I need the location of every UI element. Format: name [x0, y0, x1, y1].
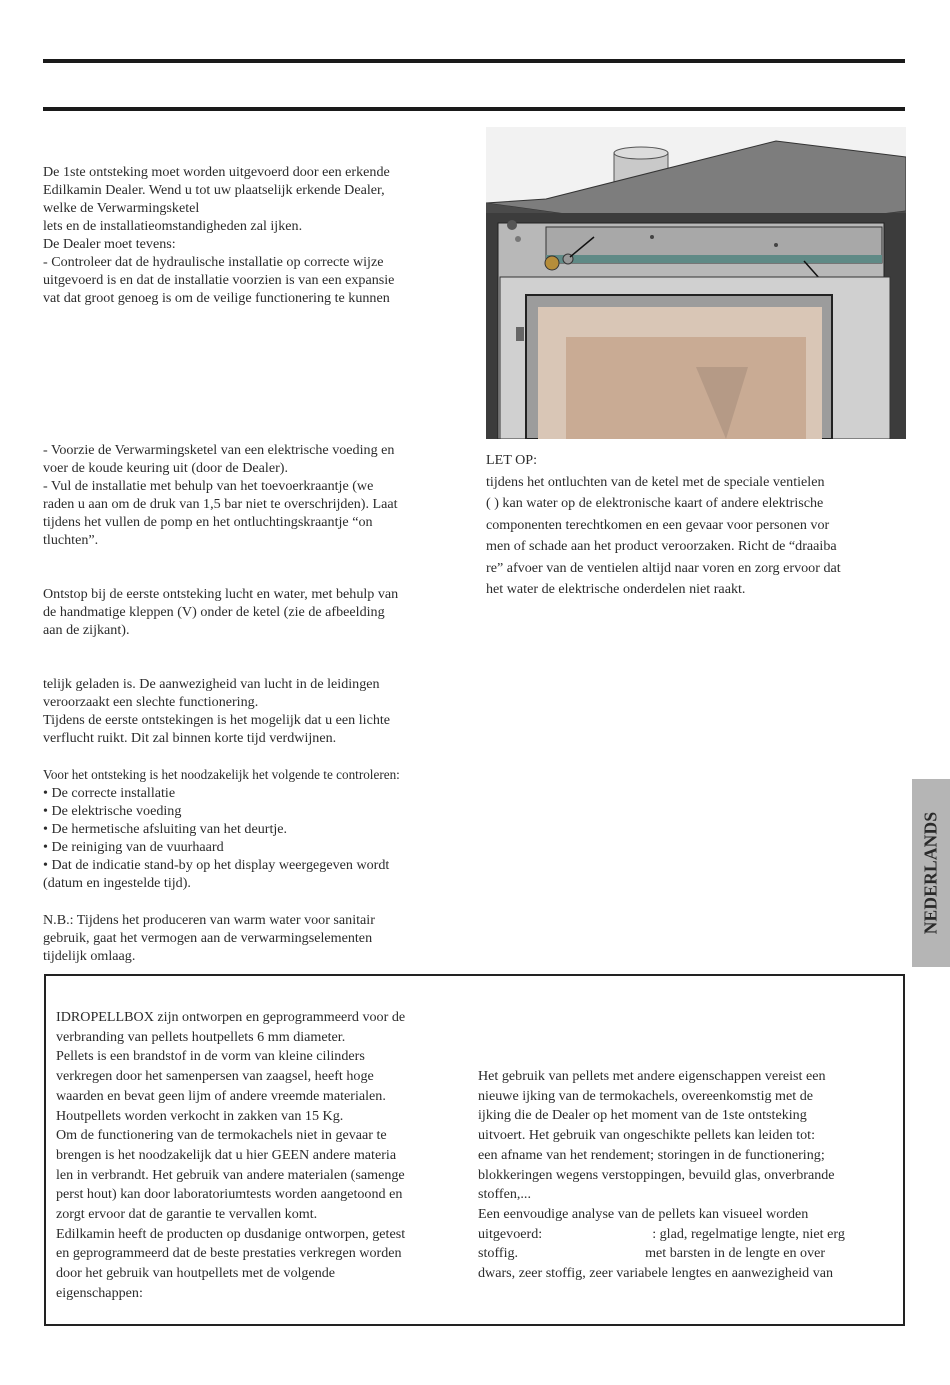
text-line: eigenschappen: [56, 1284, 143, 1301]
checklist-item: • Dat de indicatie stand-by op het display weergegeven wordt [43, 857, 390, 873]
pellet-info-left [56, 1008, 476, 1304]
text-line: telijk geladen is. De aanwezigheid van lucht in de leidingen [43, 676, 380, 692]
text-line: dwars, zeer stoffig, zeer variabele lengtes en aanwezigheid van [478, 1265, 834, 1282]
text-line: tijdens het ontluchten van de ketel met de speciale ventielen [486, 473, 825, 490]
air-in-pipes-note [43, 675, 473, 747]
header-rule-top [43, 59, 905, 63]
text-line: De 1ste ontsteking moet worden uitgevoerd door een erkende [43, 164, 390, 180]
text-line: het water de elektrische onderdelen niet raakt. [486, 581, 746, 597]
text-line: IDROPELLBOX zijn ontworpen en geprogrammeerd voor de [56, 1009, 406, 1025]
text-line: verbranding van pellets houtpellets 6 mm diameter. [56, 1028, 346, 1045]
text-line: een afname van het rendement; storingen in de functionering; [478, 1146, 825, 1163]
text-line: tluchten”. [43, 532, 99, 548]
text-line: N.B.: Tijdens het produceren van warm water voor sanitair [43, 912, 375, 928]
warning-note [486, 450, 906, 601]
text-line: uitvoert. Het gebruik van ongeschikte pellets kan leiden tot: [478, 1127, 815, 1144]
text-line: waarden en bevat geen lijm of andere vreemde materialen. [56, 1087, 386, 1104]
filling-instructions [43, 441, 473, 549]
text-line: verkregen door het samenpersen van zaagsel, heeft hoge [56, 1068, 374, 1085]
installation-intro [43, 163, 473, 307]
text-line: componenten terechtkomen en een gevaar voor personen vor [486, 516, 830, 533]
text-line [478, 1225, 902, 1245]
text-line: ijking die de Dealer op het moment van de 1ste ontsteking [478, 1107, 807, 1124]
language-tab-label: NEDERLANDS [920, 811, 941, 935]
text-line: Houtpellets worden verkocht in zakken van 15 Kg. [56, 1107, 344, 1124]
checklist-item: • De correcte installatie [43, 785, 176, 801]
warning-title: LET OP: [486, 452, 538, 468]
text-line: men of schade aan het product veroorzaken. Richt de “draaiba [486, 538, 837, 554]
text-line: blokkeringen wegens verstoppingen, bevuild glas, onverbrande [478, 1166, 835, 1183]
text-line: - Voorzie de Verwarmingsketel van een elektrische voeding en [43, 442, 395, 458]
checklist-item: • De elektrische voeding [43, 803, 182, 819]
text-line: veroorzaakt een slechte functionering. [43, 694, 259, 710]
text-line: de handmatige kleppen (V) onder de ketel (zie de afbeelding [43, 604, 385, 620]
text-line: Om de functionering van de termokachels niet in gevaar te [56, 1127, 387, 1144]
checklist-item: (datum en ingestelde tijd). [43, 875, 191, 891]
header-rule-second [43, 107, 905, 111]
text-line: ( ) kan water op de elektronische kaart of andere elektrische [486, 495, 824, 511]
text-line: gebruik, gaat het vermogen aan de verwarmingselementen [43, 930, 373, 946]
text-line: voer de koude keuring uit (door de Dealer). [43, 460, 288, 476]
text-line: aan de zijkant). [43, 622, 130, 638]
text-line: brengen is het noodzakelijk dat u hier GEEN andere materia [56, 1146, 397, 1163]
checklist-item: • De reiniging van de vuurhaard [43, 839, 224, 855]
nb-note [43, 911, 473, 965]
text-line: en geprogrammeerd dat de beste prestaties verkregen worden [56, 1245, 402, 1262]
text-fragment: met barsten in de lengte en over [645, 1245, 826, 1262]
text-line: nieuwe ijking van de termokachels, overeenkomstig met de [478, 1087, 814, 1104]
text-line: Ontstop bij de eerste ontsteking lucht en water, met behulp van [43, 586, 399, 602]
text-line: Edilkamin Dealer. Wend u tot uw plaatselijk erkende Dealer, [43, 182, 385, 198]
text-line [478, 1244, 902, 1264]
text-line: len in verbrandt. Het gebruik van andere materialen (samenge [56, 1166, 405, 1183]
text-line: verflucht ruikt. Dit zal binnen korte tijd verdwijnen. [43, 730, 337, 746]
text-fragment: : glad, regelmatige lengte, niet erg [652, 1225, 845, 1242]
checklist-intro: Voor het ontsteking is het noodzakelijk het volgende te controleren: [43, 767, 400, 782]
boiler-illustration [486, 127, 906, 439]
text-line: lets en de installatieomstandigheden zal ijken. [43, 218, 303, 234]
text-line: - Vul de installatie met behulp van het toevoerkraantje (we [43, 478, 374, 494]
checklist-item: • De hermetische afsluiting van het deurtje. [43, 821, 288, 837]
text-line: - Controleer dat de hydraulische installatie op correcte wijze [43, 254, 384, 270]
text-line: stoffen,... [478, 1186, 531, 1203]
text-line: tijdens het vullen de pomp en het ontluchtingskraantje “on [43, 514, 373, 530]
text-fragment: stoffig. [478, 1245, 519, 1262]
pre-ignition-checklist [43, 766, 473, 892]
language-tab [912, 779, 950, 967]
text-line: door het gebruik van houtpellets met de volgende [56, 1265, 336, 1282]
text-line: raden u aan om de druk van 1,5 bar niet te overschrijden). Laat [43, 496, 398, 512]
text-line: vat dat groot genoeg is om de veilige functionering te kunnen [43, 290, 390, 306]
text-line: Het gebruik van pellets met andere eigenschappen vereist een [478, 1068, 826, 1084]
text-line: perst hout) kan door laboratoriumtests worden aangetoond en [56, 1186, 403, 1203]
text-line: uitgevoerd is en dat de installatie voorzien is van een expansie [43, 272, 395, 288]
pellet-info-right [478, 1067, 902, 1284]
text-line: De Dealer moet tevens: [43, 236, 176, 252]
text-line: Edilkamin heeft de producten op dusdanige ontworpen, getest [56, 1225, 406, 1242]
text-fragment: uitgevoerd: [478, 1225, 543, 1242]
text-line: tijdelijk omlaag. [43, 948, 136, 964]
text-line: welke de Verwarmingsketel [43, 200, 200, 216]
text-line: Pellets is een brandstof in de vorm van kleine cilinders [56, 1048, 365, 1065]
venting-instructions [43, 585, 473, 639]
text-line: Een eenvoudige analyse van de pellets kan visueel worden [478, 1205, 809, 1222]
pellet-info-box [44, 974, 905, 1326]
text-line: Tijdens de eerste ontstekingen is het mogelijk dat u een lichte [43, 712, 391, 728]
text-line: zorgt ervoor dat de garantie te vervallen komt. [56, 1206, 318, 1223]
text-line: re” afvoer van de ventielen altijd naar voren en zorg ervoor dat [486, 559, 841, 576]
